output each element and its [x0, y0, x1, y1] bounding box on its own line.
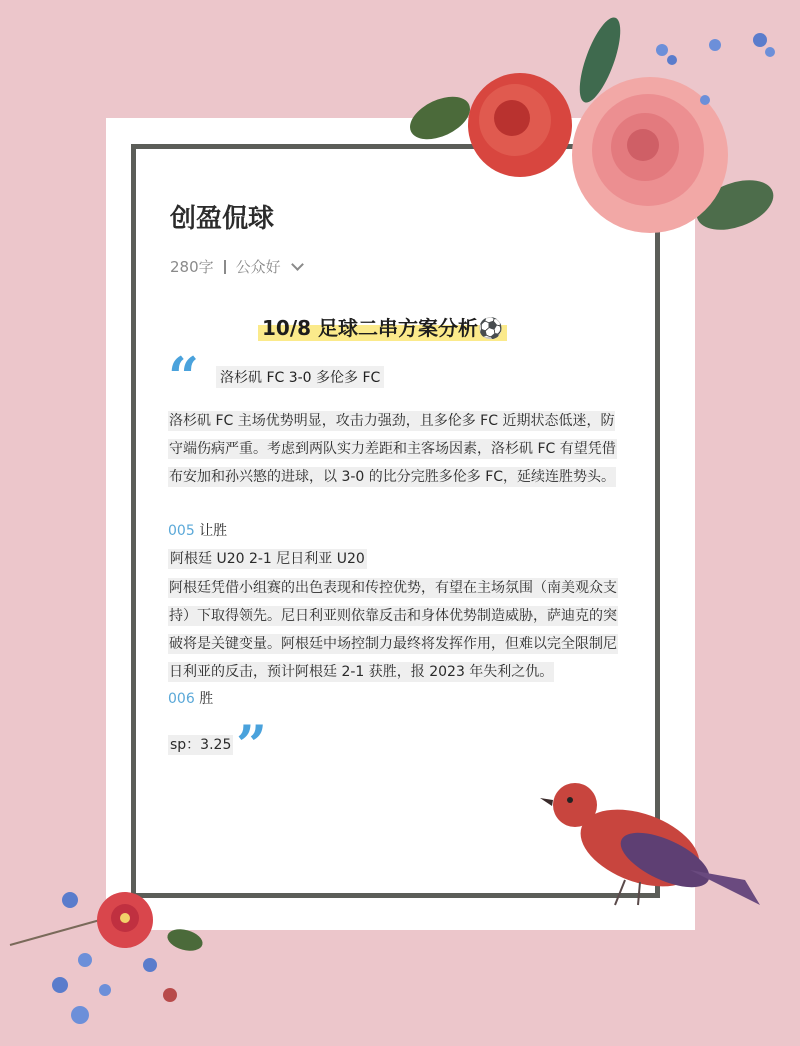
match2-pick-text: 胜	[199, 691, 214, 707]
match1-code: 005	[168, 523, 195, 539]
match1-analysis-text: 洛杉矶 FC 主场优势明显，攻击力强劲，且多伦多 FC 近期状态低迷，防守端伤病严重。考虑到两队实力差距和主客场因素，洛杉矶 FC 有望凭借布安加和孙兴慜的进球，以 3-0 的比分完胜多伦多 FC，延续连胜势头。	[169, 413, 616, 485]
match1-pick-text: 让胜	[199, 523, 228, 539]
chevron-down-icon[interactable]	[291, 258, 304, 271]
match2-code: 006	[168, 691, 195, 707]
match1-heading: 洛杉矶 FC 3-0 多伦多 FC	[216, 366, 384, 388]
sp-odds-text: sp：3.25	[170, 737, 232, 753]
match2-analysis-text: 阿根廷凭借小组赛的出色表现和传控优势，有望在主场氛围（南美观众支持）下取得领先。尼日利亚则依靠反击和身体优势制造威胁，萨迪克的突破将是关键变量。阿根廷中场控制力最终将发挥作用，但难以完全限制尼日利亚的反击，预计阿根廷 2-1 获胜，报 2023 年失利之仇。	[169, 580, 617, 680]
article-headline: 10/8 足球二串方案分析⚽	[258, 312, 507, 341]
match1-analysis	[168, 407, 628, 491]
match1-pick	[168, 520, 227, 540]
page-title: 创盈侃球	[170, 204, 275, 234]
word-count: 280字	[170, 258, 214, 276]
match2-heading-text: 阿根廷 U20 2-1 尼日利亚 U20	[170, 551, 365, 567]
sp-odds	[168, 734, 233, 754]
article-meta[interactable]	[170, 256, 302, 277]
close-quote-icon: ”	[236, 713, 268, 777]
open-quote-icon: “	[168, 345, 200, 409]
author-name[interactable]: 公众好	[235, 258, 281, 276]
meta-divider	[224, 260, 226, 274]
match2-heading	[168, 548, 367, 568]
match2-analysis	[168, 574, 628, 686]
match2-pick	[168, 688, 213, 708]
